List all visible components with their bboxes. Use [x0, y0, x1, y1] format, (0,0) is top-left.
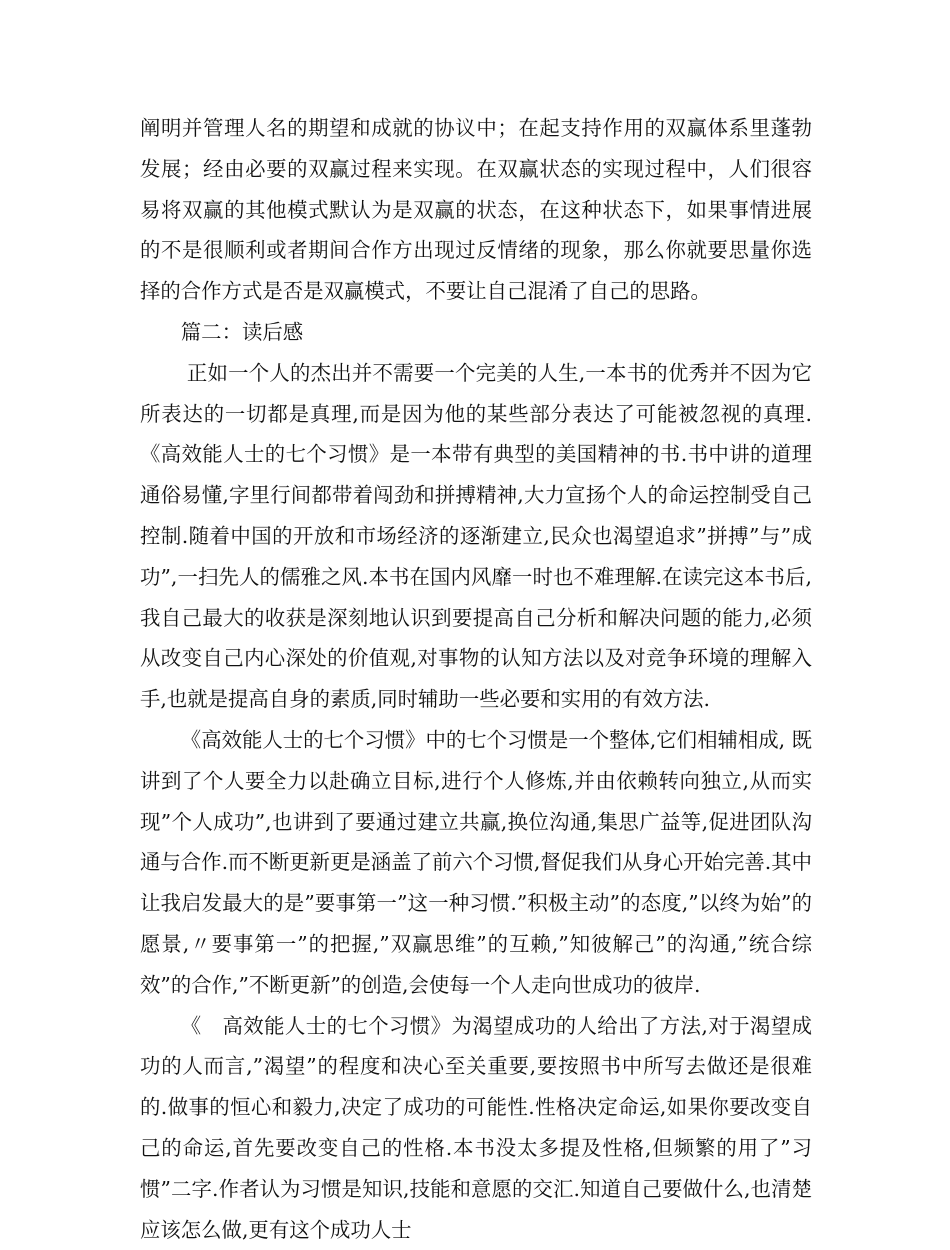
document-body	[140, 108, 812, 1250]
paragraph-continuation: 阐明并管理人名的期望和成就的协议中；在起支持作用的双赢体系里蓬勃发展；经由必要的双赢过程来实现。在双赢状态的实现过程中，人们很容易将双赢的其他模式默认为是双赢的状态，在这种状态下，如果事情进展的不是很顺利或者期间合作方出现过反情绪的现象，那么你就要思量你选择的合作方式是否是双赢模式，不要让自己混淆了自己的思路。	[140, 116, 812, 304]
paragraph-intro: 正如一个人的杰出并不需要一个完美的人生,一本书的优秀并不因为它所表达的一切都是真理,而是因为他的某些部分表达了可能被忽视的真理.《高效能人士的七个习惯》是一本带有典型的美国精神的书.书中讲的道理通俗易懂,字里行间都带着闯劲和拼搏精神,大力宣扬个人的命运控制受自己控制.随着中国的开放和市场经济的逐渐建立,民众也渴望追求”拼搏”与”成功”,一扫先人的儒雅之风.本书在国内风靡一时也不难理解.在读完这本书后,我自己最大的收获是深刻地认识到要提高自己分析和解决问题的能力,必须从改变自己内心深处的价值观,对事物的认知方法以及对竞争环境的理解入手,也就是提高自身的素质,同时辅助一些必要和实用的有效方法.	[140, 360, 812, 712]
paragraph-seven-habits: 《高效能人士的七个习惯》中的七个习惯是一个整体,它们相辅相成, 既讲到了个人要全力以赴确立目标,进行个人修炼,并由依赖转向独立,从而实现”个人成功”,也讲到了要通过建立共赢,换位沟通,集思广益等,促进团队沟通与合作.而不断更新更是涵盖了前六个习惯,督促我们从身心开始完善.其中让我启发最大的是”要事第一”这一种习惯.”积极主动”的态度,”以终为始”的愿景,〃要事第一”的把握,”双赢思维”的互赖,”知彼解己”的沟通,”统合综效”的合作,”不断更新”的创造,会使每一个人走向世成功的彼岸.	[140, 727, 812, 997]
section-heading: 篇二：读后感	[180, 319, 304, 344]
paragraph-methods: 《 高效能人士的七个习惯》为渴望成功的人给出了方法,对于渴望成功的人而言,”渴望”的程度和决心至关重要,要按照书中所写去做还是很难的.做事的恒心和毅力,决定了成功的可能性.性格决定命运,如果你要改变自己的命运,首先要改变自己的性格.本书没太多提及性格,但频繁的用了”习惯”二字.作者认为习惯是知识,技能和意愿的交汇.知道自己要做什么,也清楚应该怎么做,更有这个成功人士	[140, 1013, 812, 1242]
